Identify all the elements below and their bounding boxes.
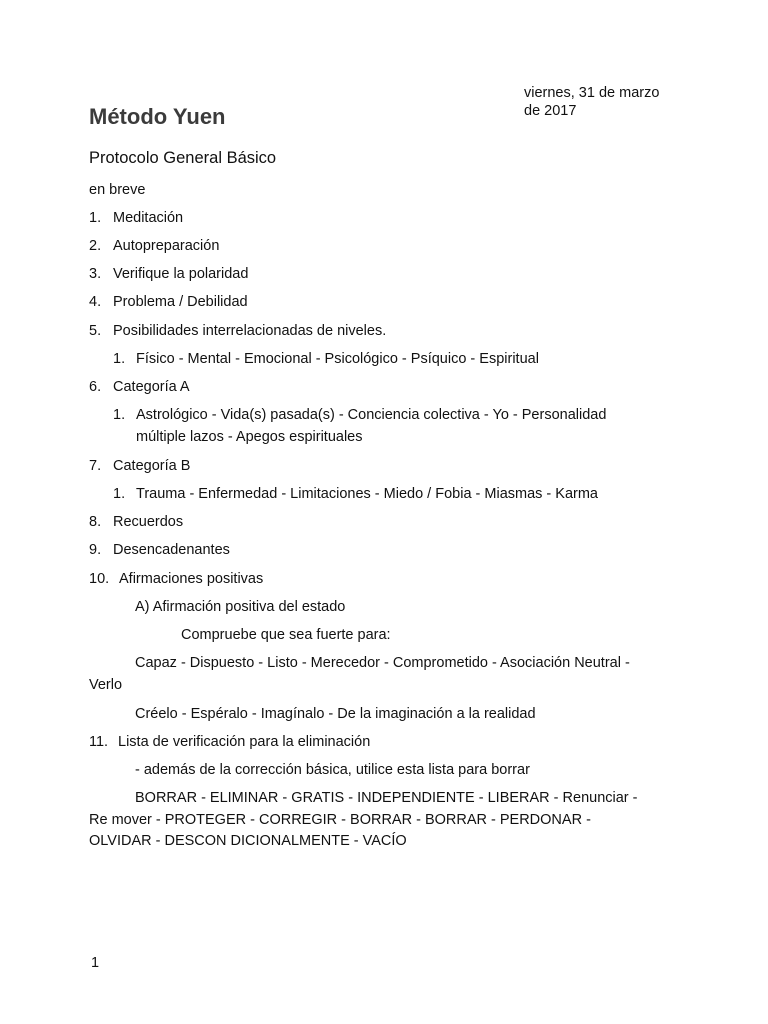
list-item <box>89 568 263 590</box>
list-item-number: 4. <box>89 294 102 310</box>
list-item-number: 3. <box>89 266 102 282</box>
sub-list-item <box>113 404 606 426</box>
affirmation-a: A) Afirmación positiva del estado <box>135 599 346 615</box>
erase-line-2: Re mover - PROTEGER - CORREGIR - BORRAR - BORRAR - PERDONAR - <box>89 812 591 828</box>
list-item-number: 10. <box>89 571 110 587</box>
list-item <box>89 320 386 342</box>
list-item-number: 7. <box>89 458 102 474</box>
list-item-number: 8. <box>89 514 102 530</box>
list-item-number: 11. <box>89 734 109 750</box>
check-strong-text: Compruebe que sea fuerte para: <box>181 627 391 643</box>
list-item-text: Verifique la polaridad <box>113 266 249 282</box>
list-item <box>89 263 248 285</box>
document-title: Método Yuen <box>89 104 226 129</box>
list-item <box>89 291 248 313</box>
date-block <box>524 84 684 120</box>
list-item <box>89 511 183 533</box>
list-item-text: Desencadenantes <box>113 542 230 558</box>
list-item-text: Categoría B <box>113 458 191 474</box>
sub-list-item <box>113 483 598 505</box>
erase-line-1: BORRAR - ELIMINAR - GRATIS - INDEPENDIENTE - LIBERAR - Renunciar - <box>135 790 638 806</box>
list-item <box>89 731 370 753</box>
erase-line-3: OLVIDAR - DESCON DICIONALMENTE - VACÍO <box>89 833 407 849</box>
intro-text: en breve <box>89 182 146 198</box>
list-item-number: 5. <box>89 323 102 339</box>
list-item <box>89 539 230 561</box>
page-number: 1 <box>91 955 100 971</box>
list-item-number: 1. <box>89 210 102 226</box>
list-item-number: 2. <box>89 238 102 254</box>
list-item-text: Lista de verificación para la eliminación <box>118 734 371 750</box>
sub-list-item-number: 1. <box>113 486 126 502</box>
sub-list-item-text: Astrológico - Vida(s) pasada(s) - Conciencia colectiva - Yo - Personalidad <box>136 407 607 423</box>
list-item <box>89 235 219 257</box>
list-item <box>89 455 190 477</box>
list-item-text: Afirmaciones positivas <box>119 571 264 587</box>
list-item <box>89 376 190 398</box>
strong-list-line-2: Verlo <box>89 677 123 693</box>
sub-list-item-text: Físico - Mental - Emocional - Psicológico - Psíquico - Espiritual <box>136 351 539 367</box>
list-item-text: Meditación <box>113 210 184 226</box>
sub-list-item-number: 1. <box>113 407 126 423</box>
sub-list-item-text: Trauma - Enfermedad - Limitaciones - Miedo / Fobia - Miasmas - Karma <box>136 486 598 502</box>
strong-list-line-1: Capaz - Dispuesto - Listo - Merecedor - Comprometido - Asociación Neutral - <box>135 655 630 671</box>
list-item-text: Posibilidades interrelacionadas de niveles. <box>113 323 387 339</box>
date-line-1: viernes, 31 de marzo <box>524 85 660 101</box>
document-subtitle: Protocolo General Básico <box>89 149 277 167</box>
sub-list-item <box>113 348 539 370</box>
list-item-number: 9. <box>89 542 102 558</box>
list-item-text: Autopreparación <box>113 238 220 254</box>
list-item-text: Problema / Debilidad <box>113 294 248 310</box>
sub-list-item-continuation: múltiple lazos - Apegos espirituales <box>136 429 363 445</box>
list-item-text: Categoría A <box>113 379 190 395</box>
list-item-text: Recuerdos <box>113 514 184 530</box>
list-item-number: 6. <box>89 379 102 395</box>
item11-note: - además de la corrección básica, utilice esta lista para borrar <box>135 762 530 778</box>
sub-list-item-number: 1. <box>113 351 126 367</box>
believe-line: Créelo - Espéralo - Imagínalo - De la imaginación a la realidad <box>135 706 536 722</box>
list-item <box>89 207 183 229</box>
date-line-2: de 2017 <box>524 103 577 119</box>
